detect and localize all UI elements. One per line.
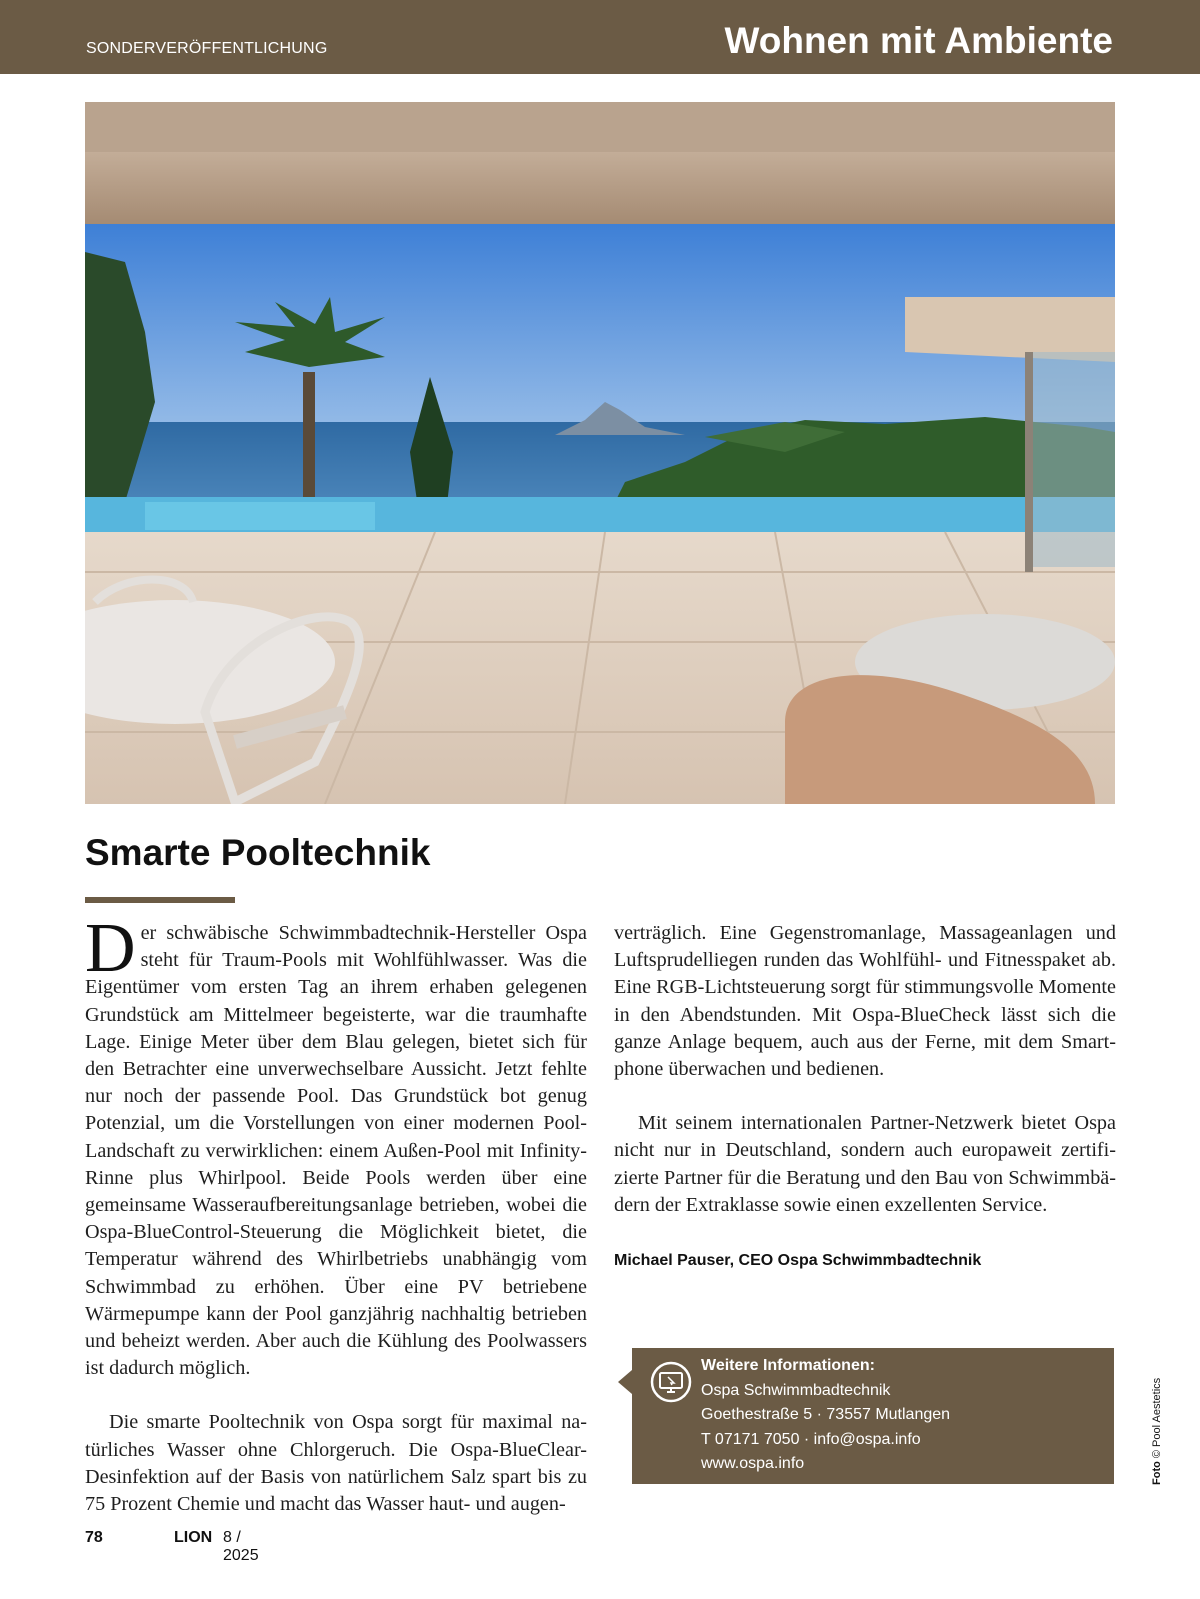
page-number: 78 bbox=[85, 1529, 103, 1546]
article-column-2 bbox=[614, 920, 1116, 1219]
hero-photo bbox=[85, 102, 1115, 804]
article-headline: Smarte Pooltechnik bbox=[85, 832, 431, 873]
issue-number: 8 / 2025 bbox=[223, 1529, 259, 1564]
photo-credit-text: © Pool Aestetics bbox=[1151, 1377, 1163, 1459]
info-website-link[interactable]: www.ospa.info bbox=[701, 1455, 805, 1472]
info-box-text bbox=[701, 1354, 950, 1477]
article-paragraph: Mit seinem internationalen Partner-Netzwerk bietet Ospa nicht nur in Deutschland, sondern auch europaweit zertifizierte Partner für die Beratung und den Bau von Schwimmbädern der Extraklasse sowie einen exzellenten Service. bbox=[614, 1112, 1116, 1216]
photo-credit-label: Foto bbox=[1151, 1461, 1163, 1485]
article-paragraph: Die smarte Pooltechnik von Ospa sorgt für maximal natürliches Wasser ohne Chlorgeruch. Die Ospa-BlueClear-Desinfektion auf der Basis von natürlichem Salz spart bis zu 75 Prozent Chemie und macht das Wasser haut- und augen- bbox=[85, 1411, 587, 1516]
article-paragraph: verträglich. Eine Gegenstromanlage, Massageanlagen und Luftsprudelliegen runden das Wohlfühl- und Fitnesspaket ab. Eine RGB-Lichtsteuerung sorgt für stimmungsvolle Momente in den Abendstunden. Mit Ospa-BlueCheck lässt sich die ganze Anlage bequem, auch aus der Ferne, mit dem Smartphone überwachen und bedienen. bbox=[614, 922, 1116, 1081]
computer-monitor-icon bbox=[650, 1361, 692, 1403]
article-column-1 bbox=[85, 910, 587, 1518]
info-address: Goethestraße 5 · 73557 Mutlangen bbox=[701, 1406, 951, 1423]
info-contact: T 07171 7050 · info@ospa.info bbox=[701, 1430, 921, 1448]
info-box bbox=[632, 1348, 1114, 1484]
header-kicker: SONDERVERÖFFENTLICHUNG bbox=[86, 40, 328, 57]
paragraph-text: er schwäbische Schwimmbadtechnik-Hersteller Ospa steht für Traum-Pools mit Wohlfühlwasser. Was die Eigentümer vom ersten Tag an ihrem erhaben gelegenen Grundstück am Mittelmeer begeisterte, war die traumhafte Lage. Einige Meter über dem Blau gelegen, bietet sich für den Betrachter eine unverwechselbare Aussicht. Jetzt fehlte nur noch der passende Pool. Das Grundstück bot genug Potenzial, um die Vorstellungen von einer modernen Pool-Landschaft zu verwirklichen: einem Außen-Pool mit Infinity-Rinne plus Whirlpool. Beide Pools werden über eine gemeinsame Wasseraufbereitungsanlage betrieben, wobei die Ospa-BlueControl-Steuerung die Möglichkeit bietet, die Temperatur während des Whirlbetriebs unabhängig vom Schwimmbad zu erhöhen. Über eine PV betriebene Wärmepumpe kann der Pool ganzjährig nachhaltig betrieben und beheizt werden. Aber auch die Kühlung des Poolwassers ist dadurch möglich. bbox=[85, 922, 587, 1380]
photo-credit bbox=[1151, 1378, 1163, 1485]
author-byline: Michael Pauser, CEO Ospa Schwimmbadtechnik bbox=[614, 1252, 982, 1269]
drop-cap: D bbox=[85, 910, 136, 987]
headline-rule bbox=[85, 897, 235, 903]
header-bar bbox=[0, 0, 1200, 74]
info-company: Ospa Schwimmbadtechnik bbox=[701, 1381, 891, 1399]
magazine-name: LION bbox=[174, 1529, 213, 1546]
info-heading: Weitere Informationen: bbox=[701, 1357, 875, 1374]
section-title: Wohnen mit Ambiente bbox=[724, 20, 1113, 61]
article-paragraph bbox=[85, 910, 587, 1382]
info-box-pointer bbox=[618, 1370, 632, 1394]
